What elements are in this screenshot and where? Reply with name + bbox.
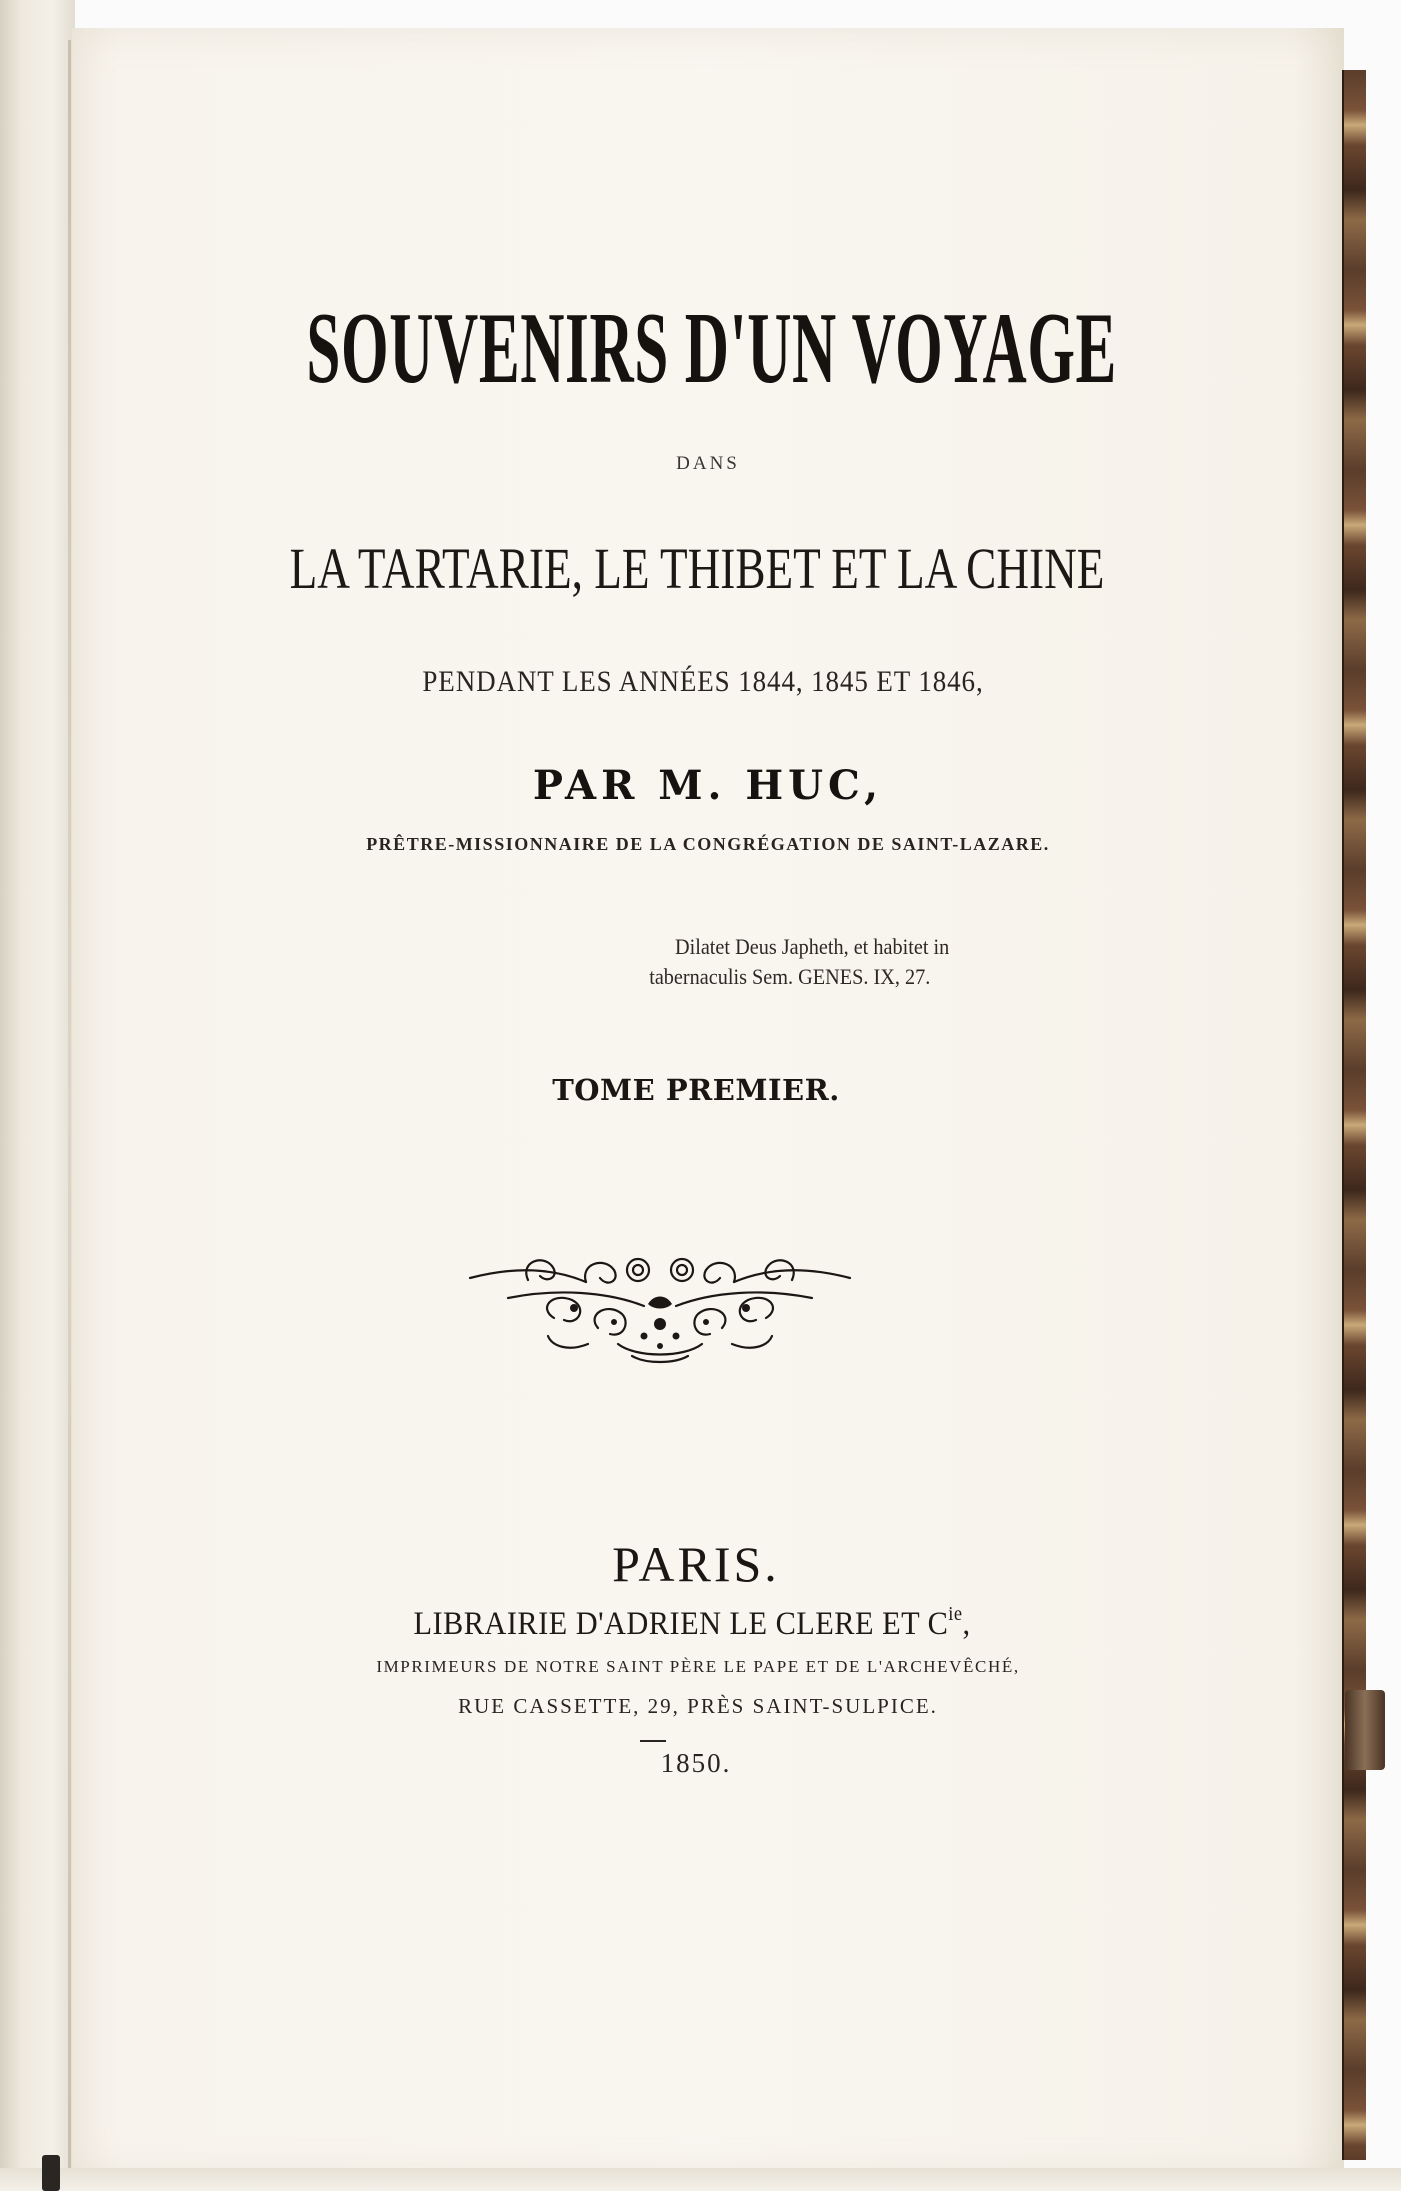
epigraph	[640, 932, 1026, 992]
printer-credit: IMPRIMEURS DE NOTRE SAINT PÈRE LE PAPE ET DE L'ARCHEVÊCHÉ,	[376, 1657, 1020, 1676]
page-bottom-edge	[0, 2168, 1401, 2191]
bookmark-ribbon	[42, 2155, 60, 2191]
publication-year: 1850.	[660, 1748, 732, 1778]
author-name: PAR M. HUC,	[532, 762, 884, 809]
travel-years: PENDANT LES ANNÉES 1844, 1845 ET 1846,	[422, 665, 984, 698]
book-title: SOUVENIRS D'UN VOYAGE	[306, 292, 1117, 405]
title-connector: DANS	[676, 453, 740, 474]
epigraph-line-2: tabernaculis Sem. GENES. IX, 27.	[649, 964, 931, 989]
publisher-address: RUE CASSETTE, 29, PRÈS SAINT-SULPICE.	[458, 1694, 938, 1718]
short-rule	[640, 1740, 666, 1742]
epigraph-line-1: Dilatet Deus Japheth, et habitet in	[674, 934, 950, 959]
publication-city: PARIS.	[612, 1536, 780, 1592]
book-spine	[1342, 70, 1366, 2160]
publisher-name	[107, 1603, 1277, 1643]
publisher-main: LIBRAIRIE D'ADRIEN LE CLERE ET C	[413, 1606, 949, 1642]
volume-label: TOME PREMIER.	[552, 1073, 840, 1107]
floral-vignette-icon	[468, 1248, 852, 1366]
book-subtitle: LA TARTARIE, LE THIBET ET LA CHINE	[289, 536, 1105, 601]
publisher-superscript: ie	[948, 1603, 963, 1625]
author-affiliation: PRÊTRE-MISSIONNAIRE DE LA CONGRÉGATION DE SAINT-LAZARE.	[366, 834, 1050, 854]
publisher-tail: ,	[962, 1606, 971, 1642]
binding-clasp	[1345, 1690, 1385, 1770]
page-stack-edge	[68, 40, 71, 2180]
